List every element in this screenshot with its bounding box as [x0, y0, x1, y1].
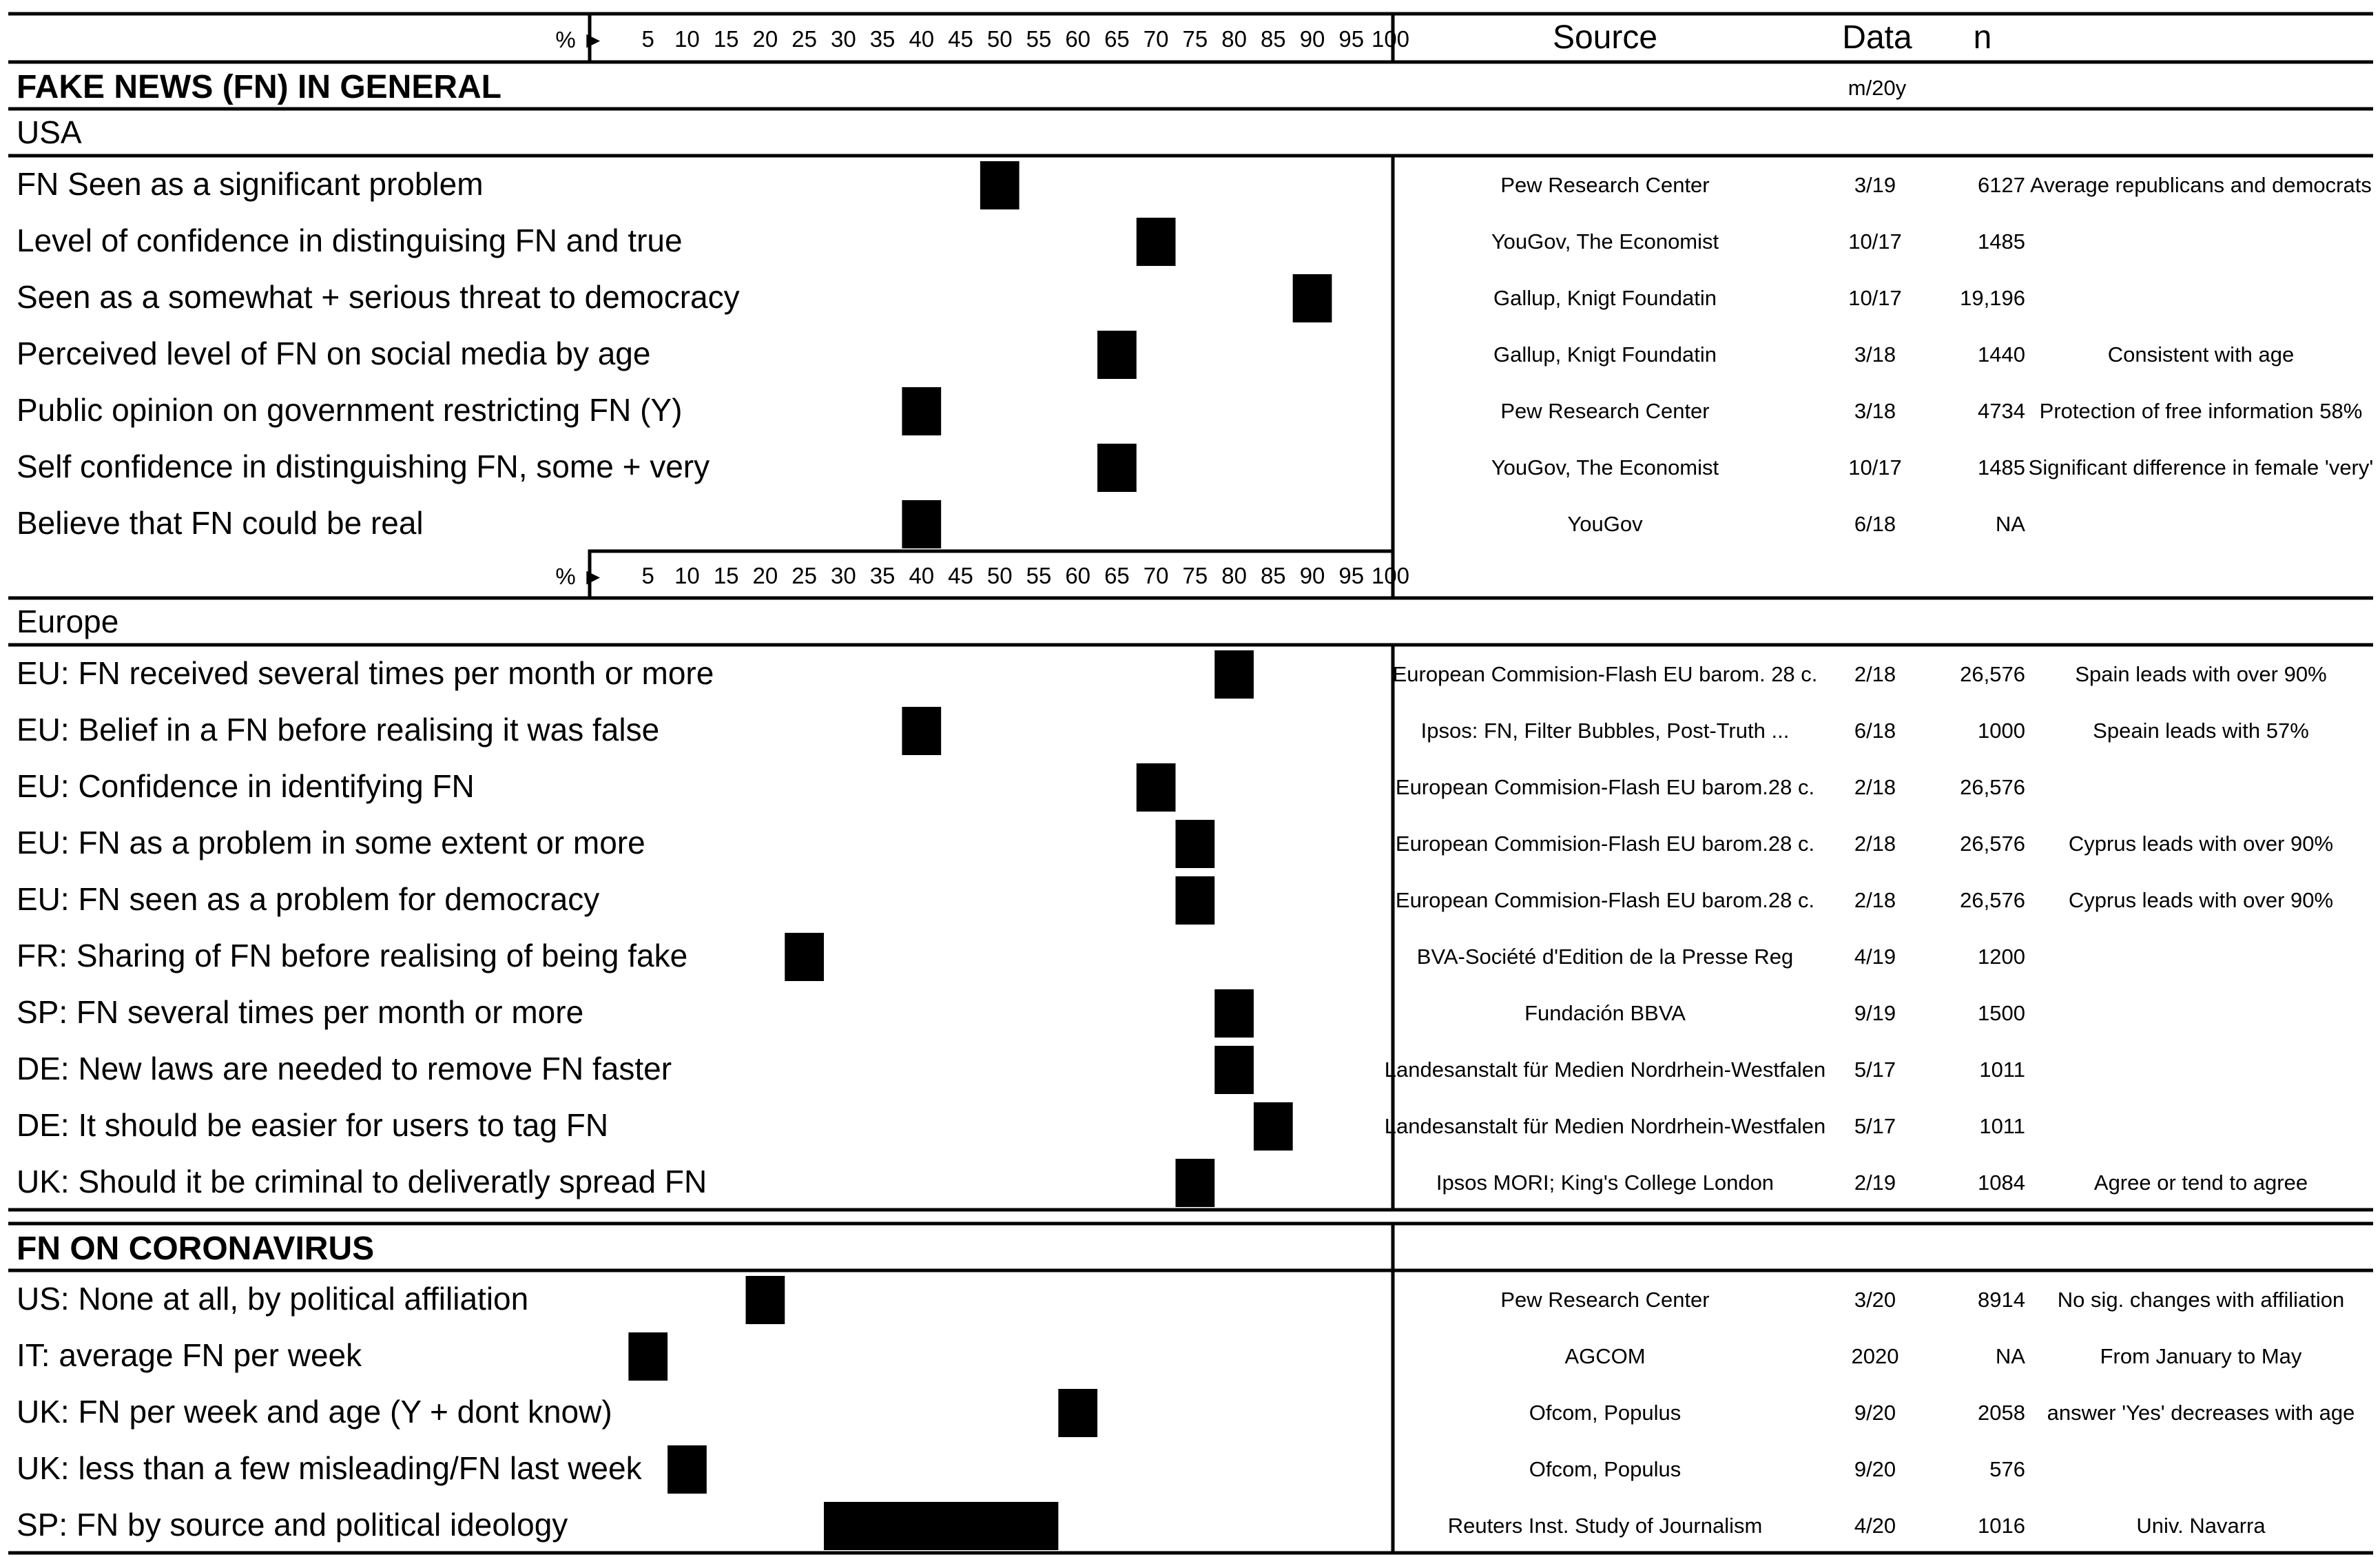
axis-tick-label: 40: [909, 563, 935, 588]
axis-tick-label: 70: [1143, 563, 1169, 588]
table-row: [17, 500, 2025, 548]
source-cell: Landesanstalt für Medien Nordrhein-Westfalen: [1384, 1114, 1826, 1138]
axis-tick-label: 30: [830, 26, 856, 52]
date-cell: 10/17: [1848, 229, 1902, 254]
n-cell: 1084: [1978, 1171, 2025, 1195]
axis-tick-label: 90: [1299, 26, 1325, 52]
n-cell: 8914: [1978, 1288, 2025, 1312]
axis-tick-label: 25: [791, 26, 817, 52]
row-label: Self confidence in distinguishing FN, some + very: [17, 448, 710, 484]
source-cell: Ofcom, Populus: [1529, 1457, 1681, 1481]
axis-tick-label: 90: [1299, 563, 1325, 588]
row-label: FN Seen as a significant problem: [17, 166, 484, 202]
axis-tick-label: 65: [1104, 26, 1130, 52]
bar-mark: [980, 161, 1020, 209]
section-title: FAKE NEWS (FN) IN GENERAL: [17, 69, 501, 105]
n-cell: 1440: [1978, 342, 2025, 367]
inner-percent-axis: [555, 551, 1409, 598]
note-cell: Spain leads with over 90%: [2075, 662, 2327, 686]
row-label: DE: New laws are needed to remove FN faster: [17, 1051, 672, 1086]
source-cell: Ofcom, Populus: [1529, 1401, 1681, 1425]
axis-tick-label: 85: [1260, 26, 1286, 52]
axis-tick-label: 45: [948, 26, 973, 52]
n-cell: 4734: [1978, 399, 2025, 423]
date-cell: 2/18: [1854, 888, 1896, 912]
section-title: FN ON CORONAVIRUS: [17, 1230, 375, 1267]
source-cell: AGCOM: [1564, 1344, 1646, 1368]
source-cell: YouGov, The Economist: [1491, 229, 1719, 254]
axis-tick-label: 70: [1143, 26, 1169, 52]
axis-percent-label: % ►: [555, 27, 605, 52]
axis-tick-label: 65: [1104, 563, 1130, 588]
axis-tick-label: 35: [869, 563, 896, 588]
source-cell: European Commision-Flash EU barom.28 c.: [1395, 888, 1815, 912]
row-label: SP: FN several times per month or more: [17, 994, 584, 1030]
n-cell: 1200: [1978, 945, 2025, 969]
table-row: [17, 1332, 2302, 1381]
date-cell: 3/20: [1854, 1288, 1896, 1312]
n-cell: 1485: [1978, 229, 2025, 254]
axis-tick-label: 75: [1182, 563, 1208, 588]
axis-tick-label: 45: [948, 563, 973, 588]
axis-tick-label: 85: [1260, 563, 1286, 588]
date-cell: 6/18: [1854, 719, 1896, 743]
table-row: [17, 989, 2025, 1038]
row-label: EU: FN received several times per month or more: [17, 655, 714, 691]
note-cell: Protection of free information 58%: [2039, 399, 2363, 423]
n-cell: 1016: [1978, 1514, 2025, 1538]
table-row: [17, 650, 2327, 699]
source-cell: Landesanstalt für Medien Nordrhein-Westfalen: [1384, 1058, 1826, 1082]
source-cell: Ipsos MORI; King's College London: [1436, 1171, 1774, 1195]
date-cell: 5/17: [1854, 1058, 1896, 1082]
axis-tick-label: 55: [1026, 26, 1052, 52]
group-title: Europe: [17, 604, 119, 639]
n-cell: 26,576: [1960, 662, 2025, 686]
table-row: [17, 707, 2309, 755]
n-cell: 26,576: [1960, 775, 2025, 799]
n-cell: 1485: [1978, 455, 2025, 480]
note-cell: Average republicans and democrats: [2030, 173, 2372, 197]
n-column-header: n: [1973, 19, 1992, 56]
top-percent-axis: [555, 14, 1409, 62]
note-cell: Significant difference in female 'very': [2028, 455, 2374, 480]
bar-mark: [1058, 1389, 1097, 1437]
row-label: US: None at all, by political affiliation: [17, 1281, 529, 1317]
note-cell: From January to May: [2100, 1344, 2302, 1368]
axis-tick-label: 15: [713, 563, 739, 588]
row-label: UK: less than a few misleading/FN last week: [17, 1450, 642, 1486]
n-cell: 1000: [1978, 719, 2025, 743]
source-cell: European Commision-Flash EU barom.28 c.: [1395, 775, 1815, 799]
date-cell: 2/18: [1854, 775, 1896, 799]
bar-mark: [902, 707, 941, 755]
axis-tick-label: 55: [1026, 563, 1052, 588]
date-format-label: m/20y: [1848, 76, 1907, 100]
n-cell: 1011: [1979, 1114, 2025, 1138]
table-row: [17, 876, 2333, 925]
bar-mark: [824, 1502, 1058, 1550]
axis-tick-label: 40: [909, 26, 935, 52]
date-cell: 2/18: [1854, 662, 1896, 686]
date-cell: 2/18: [1854, 832, 1896, 856]
note-cell: No sig. changes with affiliation: [2057, 1288, 2345, 1312]
date-cell: 2/19: [1854, 1171, 1896, 1195]
bar-mark: [1176, 820, 1215, 868]
table-row: [17, 820, 2333, 868]
date-cell: 3/18: [1854, 399, 1896, 423]
row-label: SP: FN by source and political ideology: [17, 1507, 568, 1543]
date-cell: 3/19: [1854, 173, 1896, 197]
date-cell: 9/20: [1854, 1401, 1896, 1425]
note-cell: Cyprus leads with over 90%: [2068, 832, 2334, 856]
n-cell: NA: [1995, 1344, 2025, 1368]
bar-mark: [902, 500, 941, 548]
bar-mark: [785, 933, 824, 981]
row-label: Public opinion on government restricting FN (Y): [17, 392, 683, 428]
n-cell: 1500: [1978, 1001, 2025, 1025]
n-cell: 6127: [1978, 173, 2025, 197]
n-cell: NA: [1995, 512, 2025, 536]
group-title: USA: [17, 114, 82, 150]
row-label: Perceived level of FN on social media by age: [17, 336, 651, 371]
table-row: [17, 933, 2025, 981]
table-row: [17, 387, 2362, 435]
table-row: [17, 274, 2025, 322]
table-row: [17, 218, 2025, 266]
bar-mark: [1176, 876, 1215, 925]
bar-mark: [1137, 218, 1176, 266]
date-cell: 9/19: [1854, 1001, 1896, 1025]
source-cell: Fundación BBVA: [1524, 1001, 1686, 1025]
axis-tick-label: 60: [1065, 563, 1091, 588]
table-row: [17, 1389, 2355, 1437]
source-cell: Gallup, Knigt Foundatin: [1493, 342, 1717, 367]
axis-tick-label: 60: [1065, 26, 1091, 52]
axis-tick-label: 10: [674, 563, 700, 588]
source-cell: YouGov, The Economist: [1491, 455, 1719, 480]
bar-mark: [1097, 331, 1137, 379]
row-label: UK: FN per week and age (Y + dont know): [17, 1394, 612, 1430]
axis-percent-label: % ►: [555, 564, 605, 589]
date-cell: 9/20: [1854, 1457, 1896, 1481]
date-cell: 6/18: [1854, 512, 1896, 536]
row-label: Seen as a somewhat + serious threat to democracy: [17, 279, 740, 315]
axis-tick-label: 80: [1221, 563, 1247, 588]
table-row: [17, 1502, 2266, 1550]
date-cell: 4/20: [1854, 1514, 1896, 1538]
table-row: [17, 1445, 2025, 1494]
bar-mark: [1293, 274, 1332, 322]
n-cell: 2058: [1978, 1401, 2025, 1425]
bar-mark: [1176, 1159, 1215, 1207]
table-row: [17, 331, 2294, 379]
source-cell: Ipsos: FN, Filter Bubbles, Post-Truth ...: [1420, 719, 1790, 743]
axis-tick-label: 75: [1182, 26, 1208, 52]
axis-tick-label: 100: [1371, 563, 1410, 588]
table-row: [17, 1159, 2308, 1207]
bar-mark: [1254, 1102, 1293, 1151]
column-headers: [1553, 19, 1991, 100]
axis-tick-label: 95: [1338, 26, 1365, 52]
source-cell: European Commision-Flash EU barom.28 c.: [1395, 832, 1815, 856]
axis-tick-label: 20: [752, 563, 778, 588]
source-cell: Reuters Inst. Study of Journalism: [1447, 1514, 1763, 1538]
row-label: FR: Sharing of FN before realising of being fake: [17, 938, 688, 973]
source-cell: Pew Research Center: [1500, 1288, 1710, 1312]
note-cell: answer 'Yes' decreases with age: [2047, 1401, 2355, 1425]
axis-tick-label: 95: [1338, 563, 1365, 588]
n-cell: 19,196: [1960, 286, 2025, 310]
bar-mark: [628, 1332, 668, 1381]
source-cell: Gallup, Knigt Foundatin: [1493, 286, 1717, 310]
row-label: IT: average FN per week: [17, 1337, 362, 1373]
table-row: [17, 444, 2373, 492]
note-cell: Agree or tend to agree: [2093, 1171, 2308, 1195]
date-cell: 3/18: [1854, 342, 1896, 367]
bar-mark: [1214, 989, 1254, 1038]
row-label: EU: FN as a problem in some extent or more: [17, 825, 645, 860]
axis-tick-label: 30: [830, 563, 856, 588]
n-cell: 576: [1989, 1457, 2025, 1481]
n-cell: 26,576: [1960, 888, 2025, 912]
axis-tick-label: 50: [986, 26, 1013, 52]
axis-tick-label: 10: [674, 26, 700, 52]
row-label: EU: Belief in a FN before realising it was false: [17, 712, 660, 747]
source-cell: YouGov: [1567, 512, 1643, 536]
axis-tick-label: 25: [791, 563, 817, 588]
note-cell: Cyprus leads with over 90%: [2068, 888, 2334, 912]
date-cell: 10/17: [1848, 286, 1902, 310]
survey-rows: [17, 69, 2373, 1550]
note-cell: Univ. Navarra: [2136, 1514, 2266, 1538]
bar-mark: [1214, 1046, 1254, 1094]
row-label: Level of confidence in distinguising FN and true: [17, 223, 683, 258]
bar-mark: [668, 1445, 707, 1494]
axis-tick-label: 100: [1371, 26, 1410, 52]
source-cell: BVA-Société d'Edition de la Presse Reg: [1416, 945, 1794, 969]
row-label: DE: It should be easier for users to tag FN: [17, 1107, 609, 1143]
date-cell: 10/17: [1848, 455, 1902, 480]
source-cell: Pew Research Center: [1500, 399, 1710, 423]
axis-tick-label: 20: [752, 26, 778, 52]
data-column-header: Data: [1842, 19, 1912, 56]
date-cell: 2020: [1851, 1344, 1899, 1368]
row-label: Believe that FN could be real: [17, 505, 424, 541]
axis-tick-label: 5: [641, 563, 654, 588]
date-cell: 5/17: [1854, 1114, 1896, 1138]
axis-tick-label: 15: [713, 26, 739, 52]
row-label: EU: FN seen as a problem for democracy: [17, 881, 600, 917]
table-row: [17, 763, 2025, 812]
source-cell: European Commision-Flash EU barom. 28 c.: [1392, 662, 1818, 686]
axis-tick-label: 50: [986, 563, 1013, 588]
n-cell: 26,576: [1960, 832, 2025, 856]
table-row: [17, 1276, 2344, 1324]
row-label: EU: Confidence in identifying FN: [17, 768, 475, 804]
bar-mark: [746, 1276, 785, 1324]
row-label: UK: Should it be criminal to deliveratly spread FN: [17, 1164, 707, 1199]
axis-tick-label: 5: [641, 26, 654, 52]
bar-mark: [1137, 763, 1176, 812]
n-cell: 1011: [1979, 1058, 2025, 1082]
note-cell: Speain leads with 57%: [2093, 719, 2309, 743]
table-row: [17, 1102, 2025, 1151]
bar-mark: [902, 387, 941, 435]
table-row: [17, 161, 2372, 209]
bar-mark: [1097, 444, 1137, 492]
source-column-header: Source: [1552, 19, 1658, 56]
axis-tick-label: 35: [869, 26, 896, 52]
note-cell: Consistent with age: [2107, 342, 2295, 367]
bar-mark: [1214, 650, 1254, 699]
table-row: [17, 1046, 2025, 1094]
axis-tick-label: 80: [1221, 26, 1247, 52]
source-cell: Pew Research Center: [1500, 173, 1710, 197]
date-cell: 4/19: [1854, 945, 1896, 969]
